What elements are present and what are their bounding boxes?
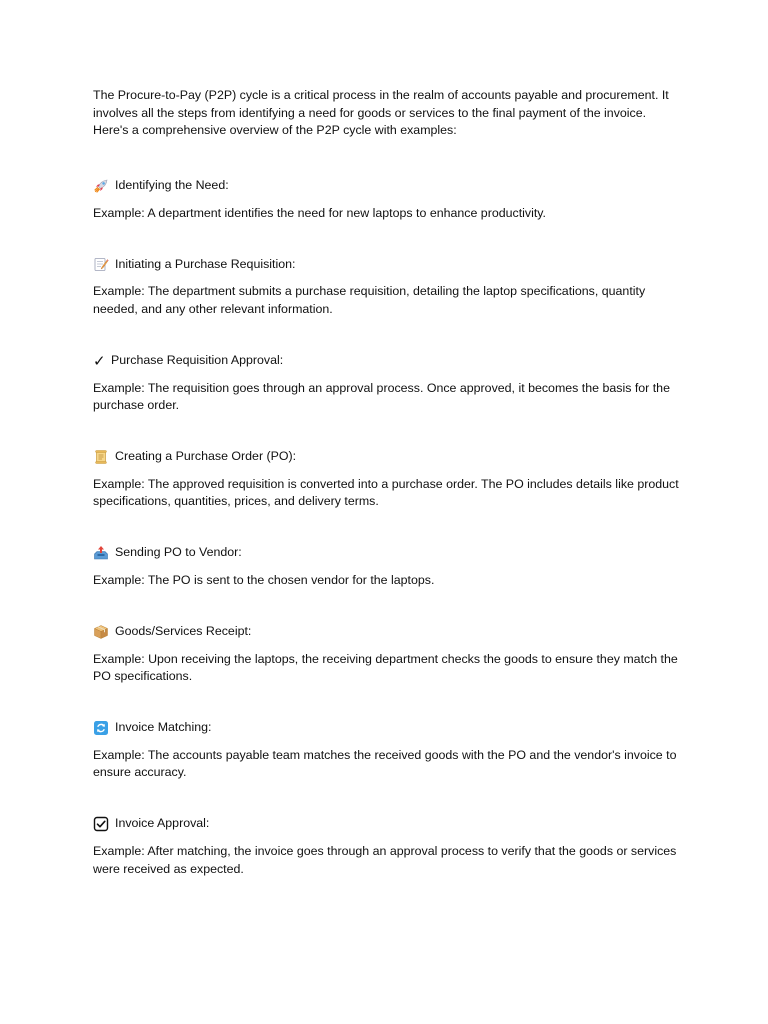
section-example: Example: Upon receiving the laptops, the receiving department checks the goods to ensure they match the PO specifications. <box>93 651 678 684</box>
ballot-box-check-icon <box>93 816 109 832</box>
section-example: Example: A department identifies the need for new laptops to enhance productivity. <box>93 205 546 220</box>
section-purchase-requisition <box>93 255 683 318</box>
arrows-cycle-icon <box>93 720 109 736</box>
section-sending-po <box>93 544 683 590</box>
package-icon <box>93 624 109 640</box>
section-example: Example: The accounts payable team matches the received goods with the PO and the vendor's invoice to ensure accuracy. <box>93 747 677 780</box>
section-example: Example: The department submits a purchase requisition, detailing the laptop specifications, quantity needed, and any other relevant information. <box>93 284 646 316</box>
section-example: Example: The approved requisition is converted into a purchase order. The PO includes details like product specifications, quantities, prices, and delivery terms. <box>93 476 679 509</box>
memo-icon <box>93 256 109 272</box>
section-example: Example: After matching, the invoice goes through an approval process to verify that the goods or services were received as expected. <box>93 843 677 876</box>
section-purchase-order <box>93 448 683 511</box>
section-heading-text: Creating a Purchase Order (PO): <box>115 448 297 463</box>
document-page <box>93 87 683 911</box>
scroll-icon <box>93 449 109 465</box>
section-invoice-matching <box>93 719 683 782</box>
section-heading-text: Identifying the Need: <box>115 177 229 192</box>
rocket-icon <box>93 178 109 194</box>
section-heading-text: Goods/Services Receipt: <box>115 623 252 638</box>
section-heading <box>93 255 683 273</box>
section-example: Example: The requisition goes through an approval process. Once approved, it becomes the basis for the purchase order. <box>93 380 670 413</box>
section-heading-text: Initiating a Purchase Requisition: <box>115 256 296 271</box>
section-heading <box>93 623 683 641</box>
section-requisition-approval <box>93 352 683 415</box>
check-mark-icon: ✓ <box>93 351 106 370</box>
intro-paragraph: The Procure-to-Pay (P2P) cycle is a critical process in the realm of accounts payable and procurement. It involves all the steps from identifying a need for goods or services to the final payment of the invoice. Here's a comprehensive overview of the P2P cycle with examples: <box>93 88 669 138</box>
section-heading <box>93 448 683 466</box>
section-heading-text: Invoice Matching: <box>115 719 212 734</box>
section-heading <box>93 719 683 737</box>
section-identifying-need <box>93 177 683 223</box>
outbox-tray-icon <box>93 545 109 561</box>
section-invoice-approval <box>93 815 683 878</box>
section-heading <box>93 544 683 562</box>
section-heading-text: Invoice Approval: <box>115 816 210 831</box>
section-heading <box>93 815 683 833</box>
section-example: Example: The PO is sent to the chosen vendor for the laptops. <box>93 572 435 587</box>
section-heading <box>93 177 683 195</box>
section-goods-receipt <box>93 623 683 686</box>
section-heading <box>93 352 683 370</box>
section-heading-text: Purchase Requisition Approval: <box>111 352 284 367</box>
section-heading-text: Sending PO to Vendor: <box>115 545 242 560</box>
